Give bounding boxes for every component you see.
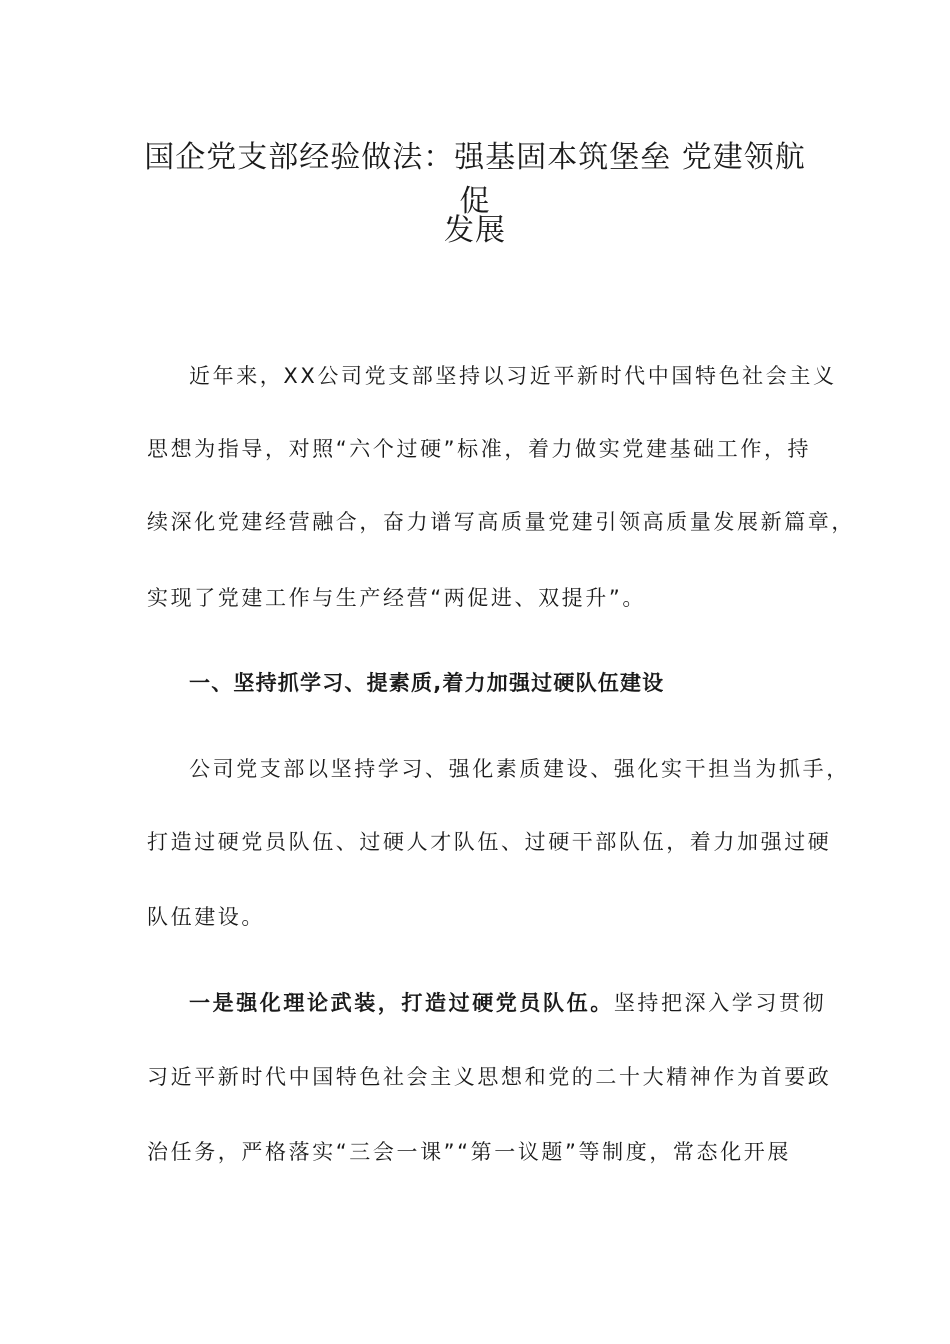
paragraph-1-line-1: 近年来，XX公司党支部坚持以习近平新时代中国特色社会主义	[189, 364, 837, 388]
document-title-line-1: 国企党支部经验做法：强基固本筑堡垒 党建领航促	[144, 140, 806, 219]
section-heading-1: 一、坚持抓学习、提素质,着力加强过硬队伍建设	[189, 671, 665, 695]
paragraph-2-line-1: 公司党支部以坚持学习、强化素质建设、强化实干担当为抓手，	[189, 757, 850, 781]
paragraph-2-line-2: 打造过硬党员队伍、过硬人才队伍、过硬干部队伍，着力加强过硬	[147, 830, 832, 854]
paragraph-1-line-2: 思想为指导，对照“六个过硬”标准，着力做实党建基础工作，持	[147, 437, 812, 461]
paragraph-3-line-3: 治任务，严格落实“三会一课”“第一议题”等制度，常态化开展	[147, 1140, 791, 1164]
paragraph-3-lead-bold: 一是强化理论武装，打造过硬党员队伍。	[189, 991, 614, 1015]
paragraph-2-line-3: 队伍建设。	[147, 905, 265, 929]
paragraph-1-line-4: 实现了党建工作与生产经营“两促进、双提升”。	[147, 586, 646, 610]
paragraph-3-lead-rest: 坚持把深入学习贯彻	[613, 991, 827, 1015]
paragraph-1-line-3: 续深化党建经营融合，奋力谱写高质量党建引领高质量发展新篇章，	[147, 510, 855, 534]
paragraph-3-line-1	[189, 988, 827, 1018]
paragraph-3-line-2: 习近平新时代中国特色社会主义思想和党的二十大精神作为首要政	[147, 1065, 832, 1089]
document-title-line-2: 发展	[444, 213, 506, 248]
